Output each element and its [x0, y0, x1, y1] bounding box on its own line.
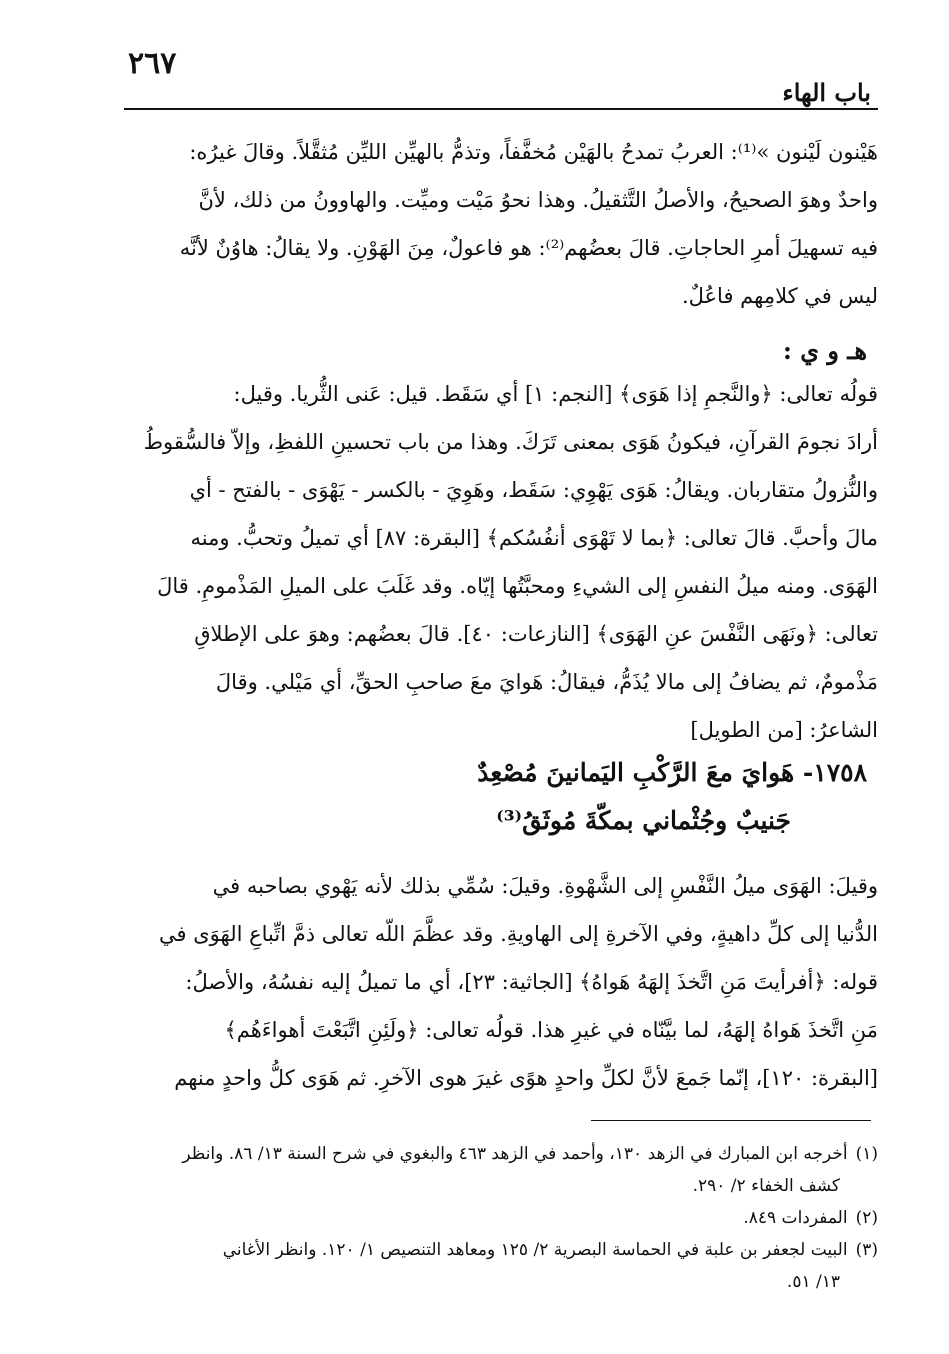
page-number: ٢٦٧	[128, 46, 177, 81]
text-line: ليس في كلامِهم فاعُلٌ.	[681, 284, 878, 308]
text-line: وقيلَ: الهَوَى ميلُ النَّفْسِ إلى الشَّهْوةِ. وقيلَ: سُمِّي بذلك لأنه يَهْوي بصاحبه في	[212, 874, 878, 898]
text-line: مَنِ اتَّخذَ هَواهُ إلهَهُ، لما بيَّنّاه في غيرِ هذا. قولُه تعالى: ﴿ولَئِنِ اتَّبَعْتَ أهواءَهُم﴾	[224, 1018, 878, 1042]
header-rule	[124, 108, 878, 110]
text-line: الهَوَى. ومنه ميلُ النفسِ إلى الشيءِ ومحبَّتُها إيّاه. وقد غَلَبَ على الميلِ المَذْمومِ. قالَ	[157, 574, 878, 598]
footnote-2	[100, 1204, 878, 1232]
text-line: والنُّزولُ متقاربان. ويقالُ: هَوَى يَهْوِي: سَقَط، وهَوِيَ - بالكسر - يَهْوَى - بالفتح - أي	[189, 478, 878, 502]
footnote-3	[100, 1236, 878, 1264]
verse-second-hemistich: جَنيبٌ وجُثْماني بمكّةَ مُوثَقُ⁽³⁾	[496, 806, 791, 835]
text-line: فيه تسهيلَ أمرِ الحاجاتِ. قالَ بعضُهم⁽²⁾: هو فاعولٌ، مِنَ الهَوْنِ. ولا يقالُ: هاوُنٌ لأنَّه	[179, 236, 878, 260]
after-verse-paragraph	[100, 862, 878, 1102]
text-line: تعالى: ﴿ونَهَى النَّفْسَ عنِ الهَوَى﴾ [النازعات: ٤٠]. قالَ بعضُهم: وهوَ على الإطلاقِ	[194, 622, 878, 646]
text-line: [البقرة: ١٢٠]، إنّما جَمعَ لأنَّ لكلِّ واحدٍ هوًى غيرَ هوى الآخرِ. ثم هَوَى كلُّ واحدٍ منهم	[174, 1066, 878, 1090]
text-line: مَذْمومٌ، ثم يضافُ إلى مالا يُذَمُّ، فيقالُ: هَوايَ معَ صاحبِ الحقِّ، أي مَيْلي. وقالَ	[215, 670, 878, 694]
footnote-1	[100, 1140, 878, 1168]
footnote-3-continuation: ١٣/ ٥١.	[786, 1272, 840, 1292]
footnote-rule	[591, 1120, 871, 1121]
verse-first-hemistich: ١٧٥٨- هَوايَ معَ الرَّكْبِ اليَمانينَ مُصْعِدٌ	[477, 758, 867, 787]
text-line: قوله: ﴿أفرأيتَ مَنِ اتَّخذَ إلهَهُ هَواهُ﴾ [الجاثية: ٢٣]، أي ما تميلُ إليه نفسُهُ، والأصلُ:	[185, 970, 878, 994]
text-line: الشاعرُ: [من الطويل]	[690, 718, 878, 742]
text-line: قولُه تعالى: ﴿والنَّجمِ إذا هَوَى﴾ [النجم: ١] أي سَقَط. قيل: عَنى الثُّريا. وقيل:	[233, 382, 878, 406]
footnote-number: (٢)	[855, 1208, 878, 1228]
text-line: مالَ وأحبَّ. قالَ تعالى: ﴿بما لا تَهْوَى أنفُسُكم﴾ [البقرة: ٨٧] أي تميلُ وتحبُّ. ومنه	[190, 526, 878, 550]
text-line: أرادَ نجومَ القرآنِ، فيكونُ هَوَى بمعنى تَرَكَ. وهذا من باب تحسينِ اللفظِ، وإلاّ فالسُّقوطُ	[143, 430, 878, 454]
footnote-number: (١)	[855, 1144, 878, 1164]
footnotes	[100, 1140, 878, 1300]
footnote-text: البيت لجعفر بن علبة في الحماسة البصرية ٢/ ١٢٥ ومعاهد التنصيص ١/ ١٢٠. وانظر الأغاني	[222, 1240, 848, 1260]
text-line: واحدٌ وهوَ الصحيحُ، والأصلُ التَّثقيلُ. وهذا نحوُ مَيْت وميِّت. والهاوونُ من ذلك، لأنَّ	[198, 188, 878, 212]
intro-paragraph	[100, 128, 878, 320]
text-line: الدُّنيا إلى كلِّ داهيةٍ، وفي الآخرةِ إلى الهاويةِ. وقد عظَّمَ اللّه تعالى ذمَّ اتِّباعِ الهَوَى في	[159, 922, 878, 946]
footnote-text: المفردات ٨٤٩.	[743, 1208, 848, 1228]
running-head: باب الهاء	[782, 78, 871, 107]
section-heading: هـ و ي :	[783, 336, 867, 365]
section-paragraph	[100, 370, 878, 754]
footnote-text: أخرجه ابن المبارك في الزهد ١٣٠، وأحمد في الزهد ٤٦٣ والبغوي في شرح السنة ١٣/ ٨٦. وانظر	[182, 1144, 848, 1164]
footnote-1-continuation: كشف الخفاء ٢/ ٢٩٠.	[692, 1176, 840, 1196]
footnote-number: (٣)	[855, 1240, 878, 1260]
text-line: هَيْنون لَيْنون »⁽¹⁾: العربُ تمدحُ بالهَيْن مُخفَّفاً، وتذمُّ بالهيِّن الليِّن مُثقَّلاً. وقالَ غيرُه:	[189, 140, 878, 164]
